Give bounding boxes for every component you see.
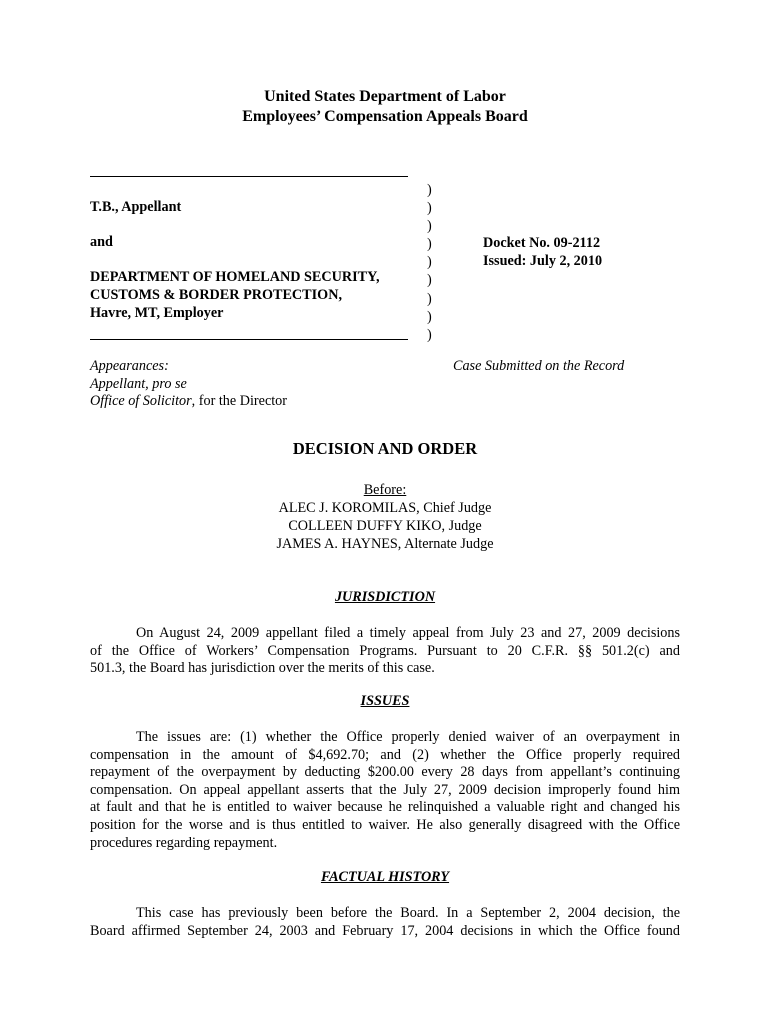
paragraph-line: On August 24, 2009 appellant filed a timely appeal from July 23 and 27, 2009 decisions — [136, 625, 680, 641]
paren: ) — [427, 272, 432, 289]
paragraph-line: This case has previously been before the Board. In a September 2, 2004 decision, the — [136, 905, 680, 921]
paragraph-line: repayment of the overpayment by deducting $200.00 every 28 days from appellant’s continuing — [90, 764, 680, 781]
paren: ) — [427, 290, 432, 307]
caption-bottom-rule — [90, 339, 408, 340]
board-name: Employees’ Compensation Appeals Board — [242, 108, 528, 125]
docket-number: Docket No. 09-2112 — [483, 235, 601, 251]
paren: ) — [427, 218, 432, 235]
docket-block — [483, 234, 602, 270]
appellant-name: T.B., Appellant — [90, 199, 182, 215]
paren: ) — [427, 182, 432, 198]
appearances-label: Appearances: — [90, 358, 169, 374]
issues-paragraph — [90, 729, 680, 852]
issued-date: Issued: July 2, 2010 — [483, 253, 603, 269]
case-submitted: Case Submitted on the Record — [453, 358, 625, 374]
solicitor-line — [90, 393, 287, 411]
appearances-block — [90, 358, 287, 411]
factual-history-paragraph — [90, 905, 680, 940]
caption-parens — [427, 181, 432, 344]
factual-history-heading: FACTUAL HISTORY — [320, 869, 450, 885]
paren: ) — [427, 254, 432, 271]
paragraph-line: The issues are: (1) whether the Office properly denied waiver of an overpayment in — [136, 729, 680, 745]
employer-line-1: DEPARTMENT OF HOMELAND SECURITY, — [90, 269, 380, 285]
paragraph-line: position for the worse and is thus entitled to waiver. He also generally disagreed with the Office — [90, 816, 680, 833]
paragraph-line: compensation. On appeal appellant asserts that the July 27, 2009 decision improperly found him — [90, 781, 680, 798]
paragraph-line: 501.3, the Board has jurisdiction over the merits of this case. — [90, 660, 435, 677]
paragraph-line: procedures regarding repayment. — [90, 834, 278, 851]
paragraph-line: Board affirmed September 24, 2003 and February 17, 2004 decisions in which the Office found — [90, 922, 680, 939]
paren: ) — [427, 326, 432, 343]
paren: ) — [427, 200, 432, 217]
judge-2: COLLEEN DUFFY KIKO, Judge — [288, 518, 482, 534]
jurisdiction-paragraph — [90, 625, 680, 678]
employer-line-2: CUSTOMS & BORDER PROTECTION, — [90, 287, 342, 303]
agency-name: United States Department of Labor — [264, 88, 506, 105]
caption-and: and — [90, 234, 113, 250]
issues-heading: ISSUES — [360, 693, 410, 709]
employer-line-3: Havre, MT, Employer — [90, 305, 224, 321]
judge-3: JAMES A. HAYNES, Alternate Judge — [276, 536, 494, 552]
caption-top-rule — [90, 176, 408, 177]
solicitor-office: Office of Solicitor — [90, 393, 192, 409]
paragraph-line: of the Office of Workers’ Compensation Programs. Pursuant to 20 C.F.R. §§ 501.2(c) and — [90, 642, 680, 659]
paren: ) — [427, 236, 432, 253]
paragraph-line: compensation in the amount of $4,692.70; and (2) whether the Office properly required — [90, 746, 680, 763]
paren: ) — [427, 308, 432, 325]
appellant-pro-se: Appellant, pro se — [90, 375, 187, 392]
decision-title: DECISION AND ORDER — [292, 439, 478, 458]
judge-1: ALEC J. KOROMILAS, Chief Judge — [278, 500, 492, 516]
paragraph-line: at fault and that he is entitled to waiver because he relinquished a valuable right and changed his — [90, 799, 680, 816]
before-text: Before: — [363, 482, 407, 498]
before-label — [0, 482, 770, 500]
jurisdiction-heading: JURISDICTION — [334, 589, 436, 605]
solicitor-role: , for the Director — [191, 393, 288, 409]
